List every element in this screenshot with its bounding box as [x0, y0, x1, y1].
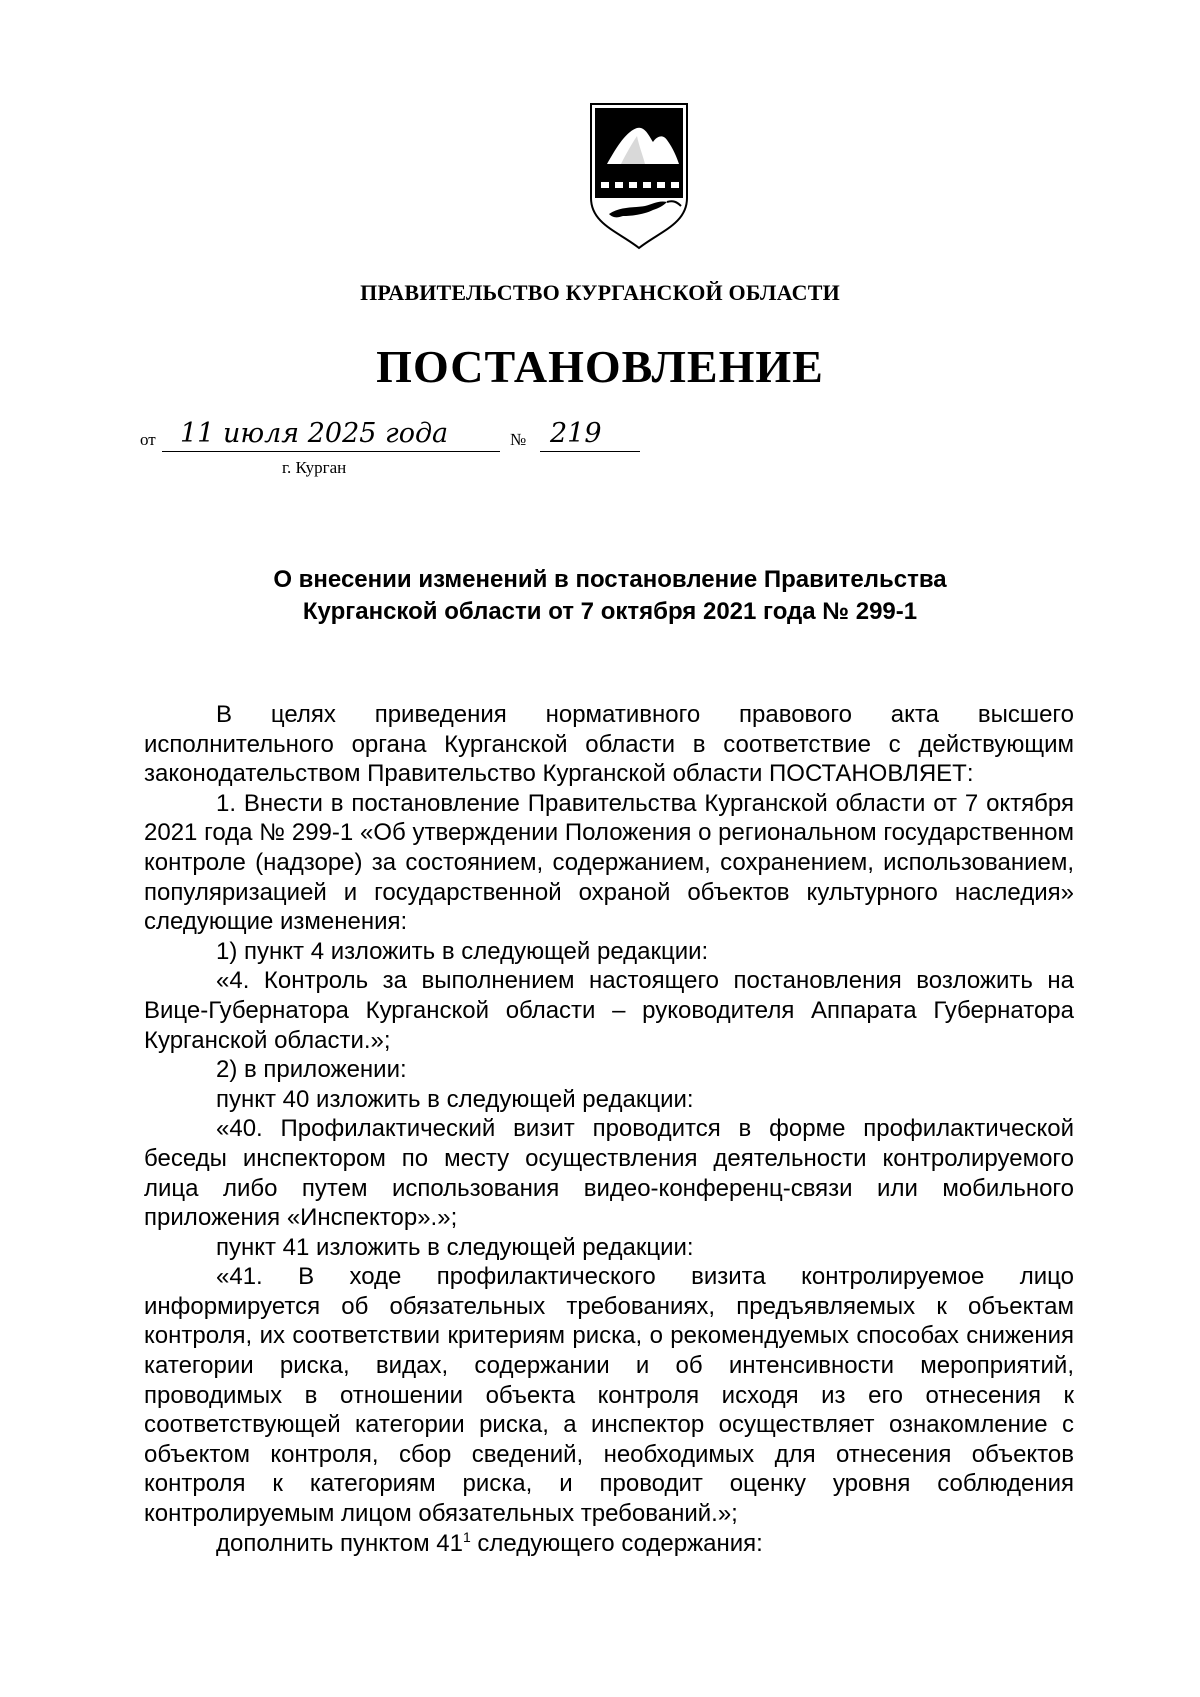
date-underline — [162, 451, 500, 452]
paragraph-preamble: В целях приведения нормативного правового акта высшего исполнительного органа Курганской области в соответствие с действующим законодательством Правительство Курганской области ПОСТАНОВЛЯЕТ: — [144, 701, 1074, 788]
paragraph-point-4-text: «4. Контроль за выполнением настоящего постановления возложить на Вице-Губернатора Курганской области – руководителя Аппарата Губернатора Курганской области.»; — [144, 967, 1074, 1054]
paragraph-item-1: 1. Внести в постановление Правительства Курганской области от 7 октября 2021 года № 299-1 «Об утверждении Положения о региональном государственном контроле (надзоре) за состоянием, содержанием, сохранением, использованием, популяризацией и государственной охраной объектов культурного наследия» следующие изменения: — [144, 789, 1074, 936]
handwritten-date: 11 июля 2025 года — [180, 418, 449, 449]
number-underline — [540, 451, 640, 452]
from-label: от — [140, 430, 156, 449]
document-title — [150, 564, 1070, 628]
paragraph-point-41-intro: пункт 41 изложить в следующей редакции: — [216, 1233, 694, 1261]
paragraph-add-point-41-1 — [144, 1529, 1074, 1559]
government-name: ПРАВИТЕЛЬСТВО КУРГАНСКОЙ ОБЛАСТИ — [360, 280, 840, 305]
title-line-1: О внесении изменений в постановление Правительства — [273, 566, 947, 593]
paragraph-subitem-1: 1) пункт 4 изложить в следующей редакции: — [216, 937, 709, 965]
paragraph-point-41-text: «41. В ходе профилактического визита контролируемое лицо информируется об обязательных требованиях, предъявляемых к объектам контроля, их соответствии критериям риска, о рекомендуемых способах снижения категории риска, видах, содержании и об интенсивности мероприятий, проводимых в отношении объекта контроля исходя из его отнесения к соответствующей категории риска, а инспектор осуществляет ознакомление с объектом контроля, сбор сведений, необходимых для отнесения объектов контроля к категориям риска, и проводит оценку уровня соблюдения контролируемым лицом обязательных требований.»; — [144, 1263, 1074, 1528]
date-number-line — [140, 418, 740, 458]
paragraph-point-40-intro: пункт 40 изложить в следующей редакции: — [216, 1085, 694, 1113]
paragraph-point-40-text: «40. Профилактический визит проводится в форме профилактической беседы инспектором по месту осуществления деятельности контролируемого лица либо путем использования видео-конференц-связи или мобильного приложения «Инспектор».»; — [144, 1115, 1074, 1232]
title-line-2: Курганской области от 7 октября 2021 года № 299-1 — [302, 598, 918, 625]
handwritten-number: 219 — [550, 418, 602, 449]
document-type-title: ПОСТАНОВЛЕНИЕ — [376, 341, 824, 392]
superscript-number: 1 — [462, 1528, 471, 1545]
document-body — [144, 700, 1074, 1558]
city-label: г. Курган — [282, 458, 347, 477]
coat-of-arms-icon — [587, 102, 691, 250]
add-point-text: дополнить пунктом 41 — [216, 1529, 463, 1557]
paragraph-subitem-2: 2) в приложении: — [216, 1056, 407, 1084]
number-label: № — [510, 430, 527, 449]
add-point-text-end: следующего содержания: — [470, 1529, 763, 1557]
